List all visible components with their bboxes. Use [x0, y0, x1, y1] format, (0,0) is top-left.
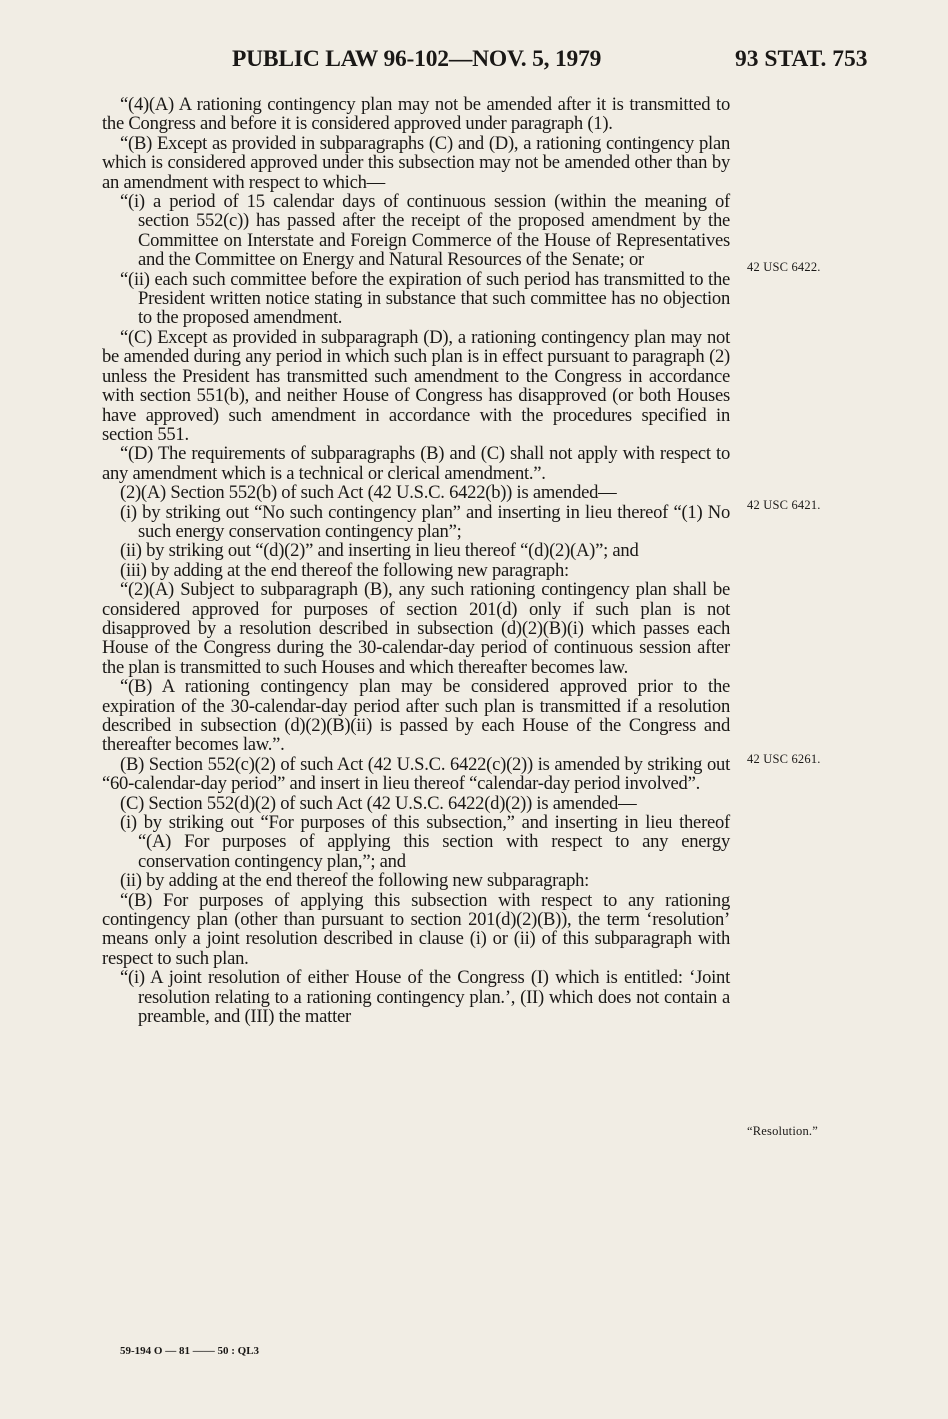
paragraph-2c: (C) Section 552(d)(2) of such Act (42 U.S.C. 6422(d)(2)) is amended—	[120, 792, 637, 814]
paragraph-4d: “(D) The requirements of subparagraphs (B) and (C) shall not apply with respect to any amendment which is a technical or clerical amendment.”.	[102, 443, 730, 484]
clause-b-i: “(i) A joint resolution of either House of the Congress (I) which is entitled: ‘Joint resolution relating to a rationing contingency plan.’, (II) which does not contain a preamble, and (III) the matter	[120, 967, 730, 1028]
paragraph-4c: “(C) Except as provided in subparagraph (D), a rationing contingency plan may not be amended during any period in which such plan is in effect pursuant to paragraph (2) unless the President has transmitted such amendment to the Congress in accordance with section 551(b), and neither House of Congress has disapproved (or both Houses have approved) such amendment in accordance with the procedures specified in section 551.	[102, 326, 730, 445]
new-subparagraph-b: “(B) For purposes of applying this subsection with respect to any rationing contingency plan (other than pursuant to section 201(d)(2)(B)), the term ‘resolution’ means only a joint resolution described in clause (i) or (ii) of this subparagraph with respect to such plan.	[102, 889, 730, 969]
clause-2c-ii: (ii) by adding at the end thereof the following new subparagraph:	[120, 870, 590, 892]
paragraph-2b: (B) Section 552(c)(2) of such Act (42 U.S.C. 6422(c)(2)) is amended by striking out “60-calendar-day period” and insert in lieu thereof “calendar-day period involved”.	[102, 753, 730, 795]
printing-footer: 59-194 O — 81 —— 50 : QL3	[120, 1345, 260, 1357]
margin-note-resolution: “Resolution.”	[747, 1124, 818, 1138]
clause-4b-i: “(i) a period of 15 calendar days of continuous session (within the meaning of section 552(c)) has passed after the receipt of the proposed amendment by the Committee on Interstate and Foreign Commerce of the House of Representatives and the Committee on Energy and Natural Resources of the Senate; or	[120, 191, 730, 271]
clause-2a-iii: (iii) by adding at the end thereof the following new paragraph:	[120, 559, 569, 581]
margin-note-42-usc-6261: 42 USC 6261.	[747, 752, 821, 766]
margin-note-42-usc-6421: 42 USC 6421.	[747, 498, 821, 512]
clause-2a-ii: (ii) by striking out “(d)(2)” and inserting in lieu thereof “(d)(2)(A)”; and	[120, 540, 639, 562]
statute-page-number: 93 STAT. 753	[735, 46, 868, 72]
paragraph-4b: “(B) Except as provided in subparagraphs (C) and (D), a rationing contingency plan which is considered approved under this subsection may not be amended other than by an amendment with respect to which—	[102, 132, 730, 193]
new-paragraph-2a: “(2)(A) Subject to subparagraph (B), any such rationing contingency plan shall be considered approved for purposes of section 201(d) only if such plan is not disapproved by a resolution described in subsection (d)(2)(B)(i) which passes each House of the Congress during the 30-calendar-day period of continuous session after the plan is transmitted to such Houses and which thereafter becomes law.	[102, 579, 730, 678]
paragraph-2a: (2)(A) Section 552(b) of such Act (42 U.S.C. 6422(b)) is amended—	[120, 482, 617, 504]
clause-2c-i: (i) by striking out “For purposes of this subsection,” and inserting in lieu thereof “(A) For purposes of applying this section with respect to any energy conservation contingency plan,”; and	[120, 812, 730, 872]
margin-note-42-usc-6422: 42 USC 6422.	[747, 260, 821, 274]
clause-4b-ii: “(ii) each such committee before the expiration of such period has transmitted to the President written notice stating in substance that such committee has no objection to the proposed amendment.	[120, 268, 730, 329]
paragraph-4a: “(4)(A) A rationing contingency plan may not be amended after it is transmitted to the Congress and before it is considered approved under paragraph (1).	[102, 94, 730, 135]
clause-2a-i: (i) by striking out “No such contingency plan” and inserting in lieu thereof “(1) No such energy conservation contingency plan”;	[120, 501, 730, 542]
running-title: PUBLIC LAW 96-102—NOV. 5, 1979	[232, 46, 602, 72]
body-text	[102, 95, 730, 1027]
new-paragraph-2b: “(B) A rationing contingency plan may be considered approved prior to the expiration of the 30-calendar-day period after such plan is transmitted if a resolution described in subsection (d)(2)(B)(ii) is passed by each House of the Congress and thereafter becomes law.”.	[102, 676, 730, 756]
page-header	[0, 46, 948, 86]
